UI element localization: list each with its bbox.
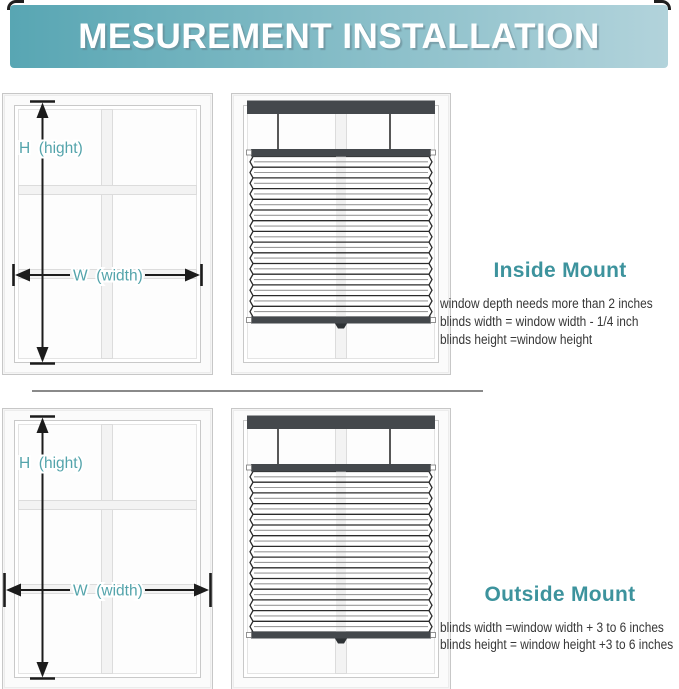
window-blinds-illustration-outside xyxy=(231,408,451,689)
window-frame xyxy=(3,409,213,689)
blinds-window-svg xyxy=(231,408,451,689)
outside-mount-heading: Outside Mount xyxy=(484,583,636,606)
page-title: MESUREMENT INSTALLATION xyxy=(78,16,600,56)
height-label: H (hight) xyxy=(19,140,83,157)
inside-instruction-line-1: window depth needs more than 2 inches xyxy=(440,296,653,311)
shade-top-rail xyxy=(247,464,436,472)
shade-top-rail xyxy=(247,149,436,157)
inside-instruction-line-3: blinds height =window height xyxy=(440,332,593,347)
outside-instruction-line-2: blinds height = window height +3 to 6 inches xyxy=(440,637,674,652)
measurement-window-svg xyxy=(2,408,213,689)
section-divider xyxy=(32,390,483,392)
outside-mount-info xyxy=(440,583,679,653)
height-label: H (hight) xyxy=(19,455,83,472)
pleated-shade-fabric xyxy=(250,471,432,632)
window-frame xyxy=(3,94,213,375)
outside-instruction-line-1: blinds width =window width + 3 to 6 inches xyxy=(440,620,664,635)
window-measurement-illustration-outside xyxy=(2,408,213,689)
inside-instruction-line-2: blinds width = window width - 1/4 inch xyxy=(440,314,639,329)
inside-mount-info xyxy=(440,259,679,349)
mounting-headrail xyxy=(247,416,435,430)
measurement-window-svg xyxy=(2,93,213,375)
mounting-headrail xyxy=(247,101,435,115)
width-label: W (width) xyxy=(73,267,143,285)
blinds-window-svg xyxy=(231,93,451,375)
window-measurement-illustration-inside xyxy=(2,93,213,375)
banner xyxy=(10,5,668,68)
inside-mount-heading: Inside Mount xyxy=(493,259,627,282)
pleated-shade-fabric xyxy=(250,156,432,317)
width-label: W (width) xyxy=(73,582,143,600)
window-blinds-illustration-inside xyxy=(231,93,451,375)
